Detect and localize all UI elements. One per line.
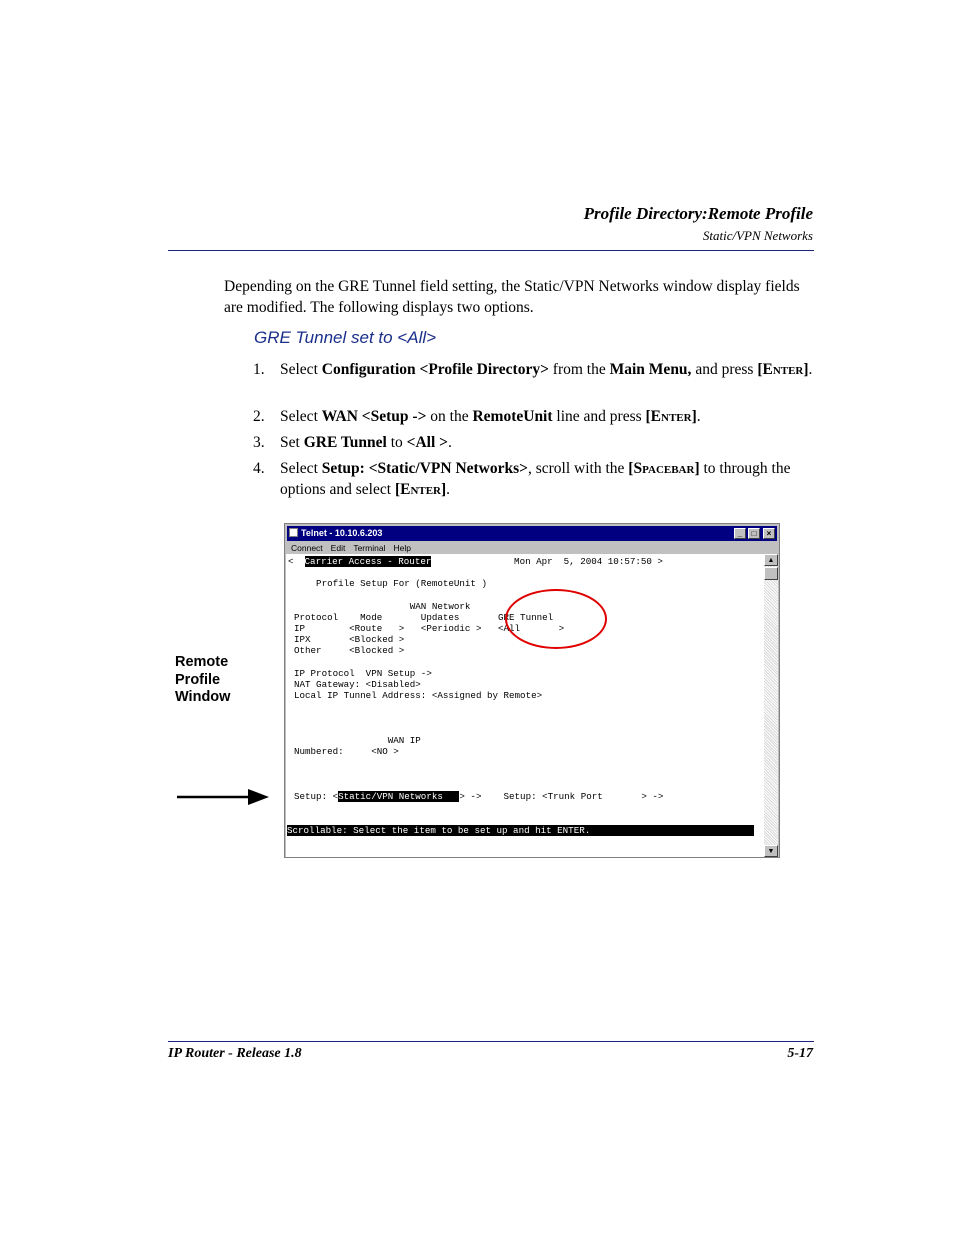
step-number: 2. [253, 408, 265, 425]
footer-page-number: 5-17 [787, 1046, 813, 1061]
terminal-line-header: < Carrier Access - Router Mon Apr 5, 2004 10:57:50 > [288, 556, 663, 567]
terminal-line-setup[interactable]: Setup: <Static/VPN Networks > -> Setup: <Trunk Port > -> [294, 791, 664, 802]
telnet-app-icon [289, 528, 298, 537]
footer-document-title: IP Router - Release 1.8 [168, 1046, 302, 1061]
vertical-scrollbar[interactable] [764, 554, 778, 857]
step-2: 2. Select WAN <Setup -> on the RemoteUnit line and press [Enter]. [253, 408, 701, 425]
date-time: Mon Apr 5, 2004 10:57:50 [431, 556, 652, 567]
terminal-line[interactable]: Numbered: <NO > [294, 746, 399, 757]
terminal-line: WAN IP [294, 735, 421, 746]
step-4: 4. Select Setup: <Static/VPN Networks>, scroll with the [Spacebar] to through the options and select [Enter]. [253, 460, 791, 498]
window-titlebar[interactable] [287, 526, 777, 541]
step-3: 3. Set GRE Tunnel to <All >. [253, 434, 452, 451]
section-subheading: GRE Tunnel set to <All> [254, 328, 437, 347]
step-number: 1. [253, 361, 265, 378]
status-line: Scrollable: Select the item to be set up and hit ENTER. [287, 825, 754, 836]
footer-rule [168, 1041, 814, 1042]
remote-profile-window-label: Remote Profile Window [175, 654, 231, 705]
scroll-down-icon[interactable]: ▼ [764, 845, 778, 857]
maximize-button[interactable]: □ [748, 528, 760, 539]
menu-bar [287, 542, 777, 554]
terminal-line: WAN Network [294, 601, 471, 612]
gre-tunnel-highlight-circle [505, 589, 607, 649]
terminal-line: Profile Setup For (RemoteUnit ) [294, 578, 487, 589]
step-1: 1. Select Configuration <Profile Directory> from the Main Menu, and press [Enter]. [253, 361, 813, 378]
terminal-line[interactable]: Other <Blocked > [294, 645, 405, 656]
scroll-thumb[interactable] [764, 567, 778, 580]
running-header-subtitle: Static/VPN Networks [702, 228, 813, 243]
selected-setup-field: Static/VPN Networks [338, 791, 460, 802]
menu-connect[interactable]: Connect [291, 543, 323, 553]
system-name: Carrier Access - Router [304, 556, 432, 567]
menu-edit[interactable]: Edit [330, 543, 346, 553]
terminal-line[interactable]: NAT Gateway: <Disabled> [294, 679, 421, 690]
intro-paragraph: Depending on the GRE Tunnel field setting, the Static/VPN Networks window display fields are modified. The following displays two options. [224, 278, 800, 316]
terminal-line[interactable]: IP Protocol VPN Setup -> [294, 668, 432, 679]
window-title: Telnet - 10.10.6.203 [301, 528, 383, 538]
step-number: 3. [253, 434, 265, 451]
menu-help[interactable]: Help [393, 543, 411, 553]
pointer-arrow-icon [176, 787, 272, 807]
minimize-button[interactable]: _ [734, 528, 746, 539]
terminal-line: Protocol Mode Updates GRE Tunnel [294, 612, 554, 623]
terminal-line[interactable]: IPX <Blocked > [294, 634, 405, 645]
running-header-title: Profile Directory:Remote Profile [583, 204, 813, 223]
menu-terminal[interactable]: Terminal [353, 543, 386, 553]
terminal-line[interactable]: Local IP Tunnel Address: <Assigned by Remote> [294, 690, 543, 701]
header-rule [168, 250, 814, 251]
scroll-up-icon[interactable]: ▲ [764, 554, 778, 566]
close-button[interactable]: × [763, 528, 775, 539]
step-number: 4. [253, 460, 265, 477]
telnet-window [284, 523, 780, 858]
terminal-line[interactable]: IP <Route > <Periodic > <All > [294, 623, 565, 634]
